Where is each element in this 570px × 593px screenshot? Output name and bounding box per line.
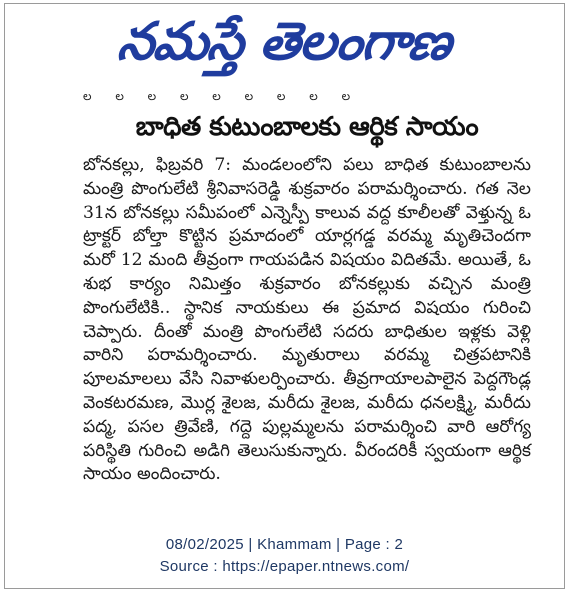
previous-article-cut-line: ల ల ల ల ల ల ల ల ల: [83, 89, 361, 103]
article-paragraph: బోనకల్లు, ఫిబ్రవరి 7: మండలంలోని పలు బాధిత కుటుంబాలను మంత్రి పొంగులేటి శ్రీనివాసరెడ్డి శుక్రవారం పరామర్శించారు. గత నెల 31న బోనకల్లు సమీపంలో ఎన్నెస్పీ కాలువ వద్ద కూలీలతో వెళ్తున్న ఓ ట్రాక్టర్ బోల్తా కొట్టిన ప్రమాదంలో యార్లగడ్డ వరమ్మ మృతిచెందగా మరో 12 మంది తీవ్రంగా గాయపడిన విషయం విదితమే. అయితే, ఓ శుభ కార్యం నిమిత్తం శుక్రవారం బోనకల్లుకు వచ్చిన మంత్రి పొంగులేటికి.. స్థానిక నాయకులు ఈ ప్రమాద విషయం గురించి చెప్పారు. దీంతో మంత్రి పొంగులేటి సదరు బాధితుల ఇళ్లకు వెళ్లి వారిని పరామర్శించారు. మృతురాలు వరమ్మ చిత్రపటానికి పూలమాలలు వేసి నివాళులర్పించారు. తీవ్రగాయాలపాలైన పెద్దగౌండ్ల వెంకటరమణ, మొర్ల శైలజ, మరీదు శైలజ, మరీదు ధనలక్ష్మి, మరీదు పద్మ, పసల త్రివేణి, గద్దె పుల్లమ్మలను పరామర్శించి వారి ఆరోగ్య పరిస్థితి గురించి అడిగి తెలుసుకున్నారు. వీరందరికీ స్వయంగా ఆర్థిక సాయం అందించారు.: [83, 155, 531, 485]
article: [83, 89, 531, 514]
article-headline: బాధిత కుటుంబాలకు ఆర్థిక సాయం: [135, 112, 479, 142]
clipping-frame: [4, 3, 565, 589]
edition-info: 08/02/2025 | Khammam | Page : 2: [165, 536, 404, 553]
article-body: [83, 154, 531, 487]
newspaper-logo: నమస్తే తెలంగాణ: [115, 12, 454, 72]
source-link[interactable]: Source : https://epaper.ntnews.com/: [159, 558, 410, 575]
masthead: [5, 10, 564, 80]
